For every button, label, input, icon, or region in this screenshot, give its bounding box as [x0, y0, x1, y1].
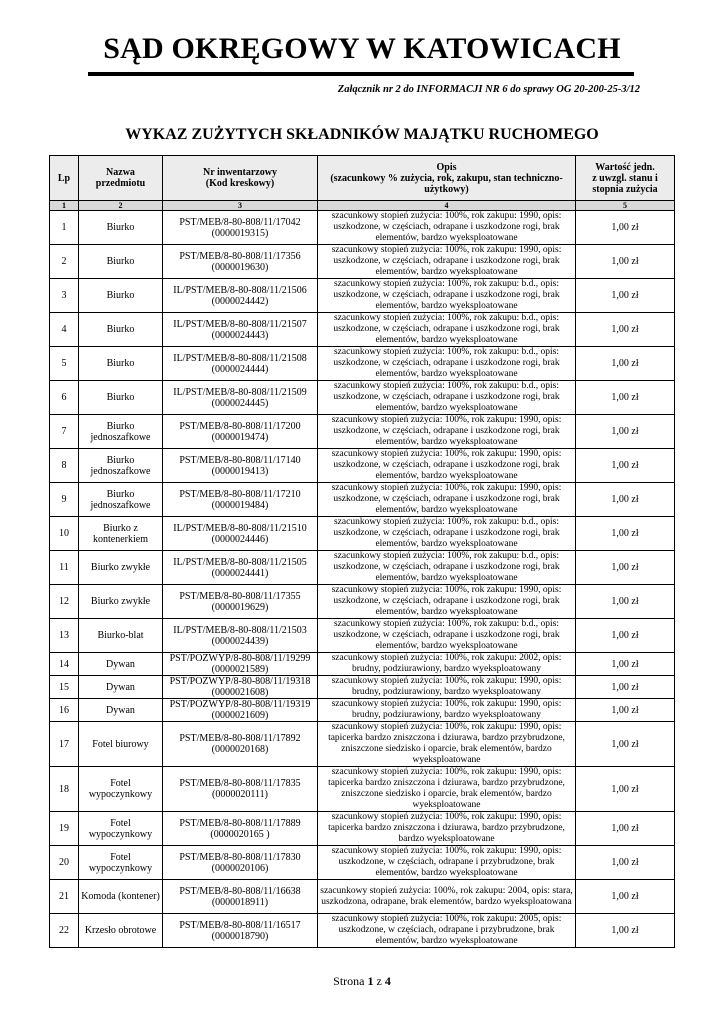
table-row [50, 245, 675, 279]
table-row [50, 767, 675, 812]
cell-value: 1,00 zł [576, 619, 675, 653]
table-row [50, 846, 675, 880]
cell-value: 1,00 zł [576, 914, 675, 948]
column-header-name: Nazwa przedmiotu [79, 156, 163, 201]
inventory-code: PST/MEB/8-80-808/11/17830 [179, 851, 301, 863]
column-number: 3 [163, 201, 318, 211]
barcode-number: (0000020165 ) [210, 828, 270, 840]
inventory-code: PST/MEB/8-80-808/11/17210 [179, 488, 301, 500]
column-number-row [50, 201, 675, 211]
barcode-number: (0000024446) [211, 533, 269, 545]
barcode-number: (0000020111) [212, 789, 268, 800]
cell-value: 1,00 zł [576, 381, 675, 415]
cell-description: szacunkowy stopień zużycia: 100%, rok zakupu: 1990, opis: uszkodzone, w częściach, odrapane i uszkodzone rogi, brak elementów, bardzo wyeksploatowane [318, 585, 576, 619]
inventory-code: PST/MEB/8-80-808/11/17200 [179, 420, 301, 432]
inventory-code: IL/PST/MEB/8-80-808/11/21506 [173, 284, 307, 296]
inventory-table [49, 155, 675, 948]
cell-lp: 6 [50, 381, 79, 415]
cell-inventory-number [163, 551, 318, 585]
cell-value: 1,00 zł [576, 415, 675, 449]
inventory-code: PST/MEB/8-80-808/11/16638 [179, 885, 301, 897]
cell-description: szacunkowy stopień zużycia: 100%, rok zakupu: b.d., opis: uszkodzone, w częściach, odrapane i uszkodzone rogi, brak elementów, bardzo wyeksploatowane [318, 347, 576, 381]
inventory-code: PST/MEB/8-80-808/11/16517 [179, 919, 301, 931]
barcode-number: (0000018790) [211, 930, 269, 942]
cell-item-name: Fotel wypoczynkowy [79, 767, 163, 812]
cell-description: szacunkowy stopień zużycia: 100%, rok zakupu: 1990, opis: tapicerka bardzo zniszczona i dziurawa, bardzo przybrudzone, bardzo wyeksploatowane [318, 812, 576, 846]
inventory-code: PST/MEB/8-80-808/11/17042 [179, 216, 301, 228]
table-row [50, 699, 675, 722]
cell-description: szacunkowy stopień zużycia: 100%, rok zakupu: 2004, opis: stara, uszkodzona, odrapane, brak elementów, bardzo wyeksploatowana [318, 880, 576, 914]
cell-inventory-number [163, 767, 318, 812]
barcode-number: (0000019630) [211, 261, 269, 273]
table-row [50, 676, 675, 699]
cell-value: 1,00 zł [576, 676, 675, 699]
barcode-number: (0000019474) [211, 431, 269, 443]
inventory-code: IL/PST/MEB/8-80-808/11/21507 [173, 318, 307, 330]
column-header-inventory: Nr inwentarzowy (Kod kreskowy) [163, 156, 318, 201]
barcode-number: (0000019629) [211, 601, 269, 613]
cell-description: szacunkowy stopień zużycia: 100%, rok zakupu: 1990, opis: tapicerka bardzo zniszczona i dziurawa, bardzo przybrudzone, zniszczone siedzisko i oparcie, brak elementów, bardzo wyeksploatowane [318, 767, 576, 812]
cell-description: szacunkowy stopień zużycia: 100%, rok zakupu: 1990, opis: uszkodzone, w częściach, odrapane i uszkodzone rogi, brak elementów, bardzo wyeksploatowane [318, 245, 576, 279]
cell-lp: 9 [50, 483, 79, 517]
table-row [50, 415, 675, 449]
cell-inventory-number [163, 914, 318, 948]
cell-lp: 19 [50, 812, 79, 846]
cell-description: szacunkowy stopień zużycia: 100%, rok zakupu: b.d., opis: uszkodzone, w częściach, odrapane i uszkodzone rogi, brak elementów, bardzo wyeksploatowane [318, 619, 576, 653]
cell-item-name: Fotel wypoczynkowy [79, 846, 163, 880]
cell-item-name: Biurko [79, 211, 163, 245]
cell-value: 1,00 zł [576, 653, 675, 676]
barcode-number: (0000021609) [211, 710, 269, 721]
inventory-code: IL/PST/MEB/8-80-808/11/21510 [173, 522, 307, 534]
table-row [50, 653, 675, 676]
cell-item-name: Biurko jednoszafkowe [79, 483, 163, 517]
cell-inventory-number [163, 211, 318, 245]
cell-value: 1,00 zł [576, 517, 675, 551]
cell-lp: 20 [50, 846, 79, 880]
cell-item-name: Biurko [79, 347, 163, 381]
inventory-code: IL/PST/MEB/8-80-808/11/21509 [173, 386, 307, 398]
cell-inventory-number [163, 619, 318, 653]
cell-inventory-number [163, 347, 318, 381]
column-number: 1 [50, 201, 79, 211]
cell-lp: 12 [50, 585, 79, 619]
cell-item-name: Biurko z kontenerkiem [79, 517, 163, 551]
table-row [50, 551, 675, 585]
barcode-number: (0000024442) [211, 295, 269, 307]
footer-page-sep: z [376, 974, 382, 988]
table-body [50, 211, 675, 948]
barcode-number: (0000024441) [211, 567, 269, 579]
page-title: SĄD OKRĘGOWY W KATOWICACH [103, 32, 621, 65]
cell-inventory-number [163, 846, 318, 880]
cell-description: szacunkowy stopień zużycia: 100%, rok zakupu: 1990, opis: uszkodzone, w częściach, odrapane i uszkodzone rogi, brak elementów, bardzo wyeksploatowane [318, 449, 576, 483]
cell-inventory-number [163, 517, 318, 551]
cell-lp: 14 [50, 653, 79, 676]
cell-item-name: Biurko zwykłe [79, 551, 163, 585]
barcode-number: (0000021589) [211, 664, 269, 675]
inventory-code: PST/POZWYP/8-80-808/11/19319 [169, 699, 311, 710]
cell-value: 1,00 zł [576, 211, 675, 245]
cell-item-name: Komoda (kontener) [79, 880, 163, 914]
cell-lp: 21 [50, 880, 79, 914]
cell-value: 1,00 zł [576, 483, 675, 517]
cell-description: szacunkowy stopień zużycia: 100%, rok zakupu: 1990, opis: uszkodzone, w częściach, odrapane i uszkodzone rogi, brak elementów, bardzo wyeksploatowane [318, 211, 576, 245]
cell-value: 1,00 zł [576, 313, 675, 347]
cell-value: 1,00 zł [576, 245, 675, 279]
table-row [50, 812, 675, 846]
barcode-number: (0000019413) [211, 465, 269, 477]
cell-value: 1,00 zł [576, 722, 675, 767]
cell-description: szacunkowy stopień zużycia: 100%, rok zakupu: 1990, opis: brudny, podziurawiony, bardzo wyeksploatowany [318, 699, 576, 722]
cell-item-name: Biurko jednoszafkowe [79, 415, 163, 449]
cell-lp: 11 [50, 551, 79, 585]
table-row [50, 347, 675, 381]
cell-lp: 7 [50, 415, 79, 449]
barcode-number: (0000019484) [211, 499, 269, 511]
cell-description: szacunkowy stopień zużycia: 100%, rok zakupu: 1990, opis: brudny, podziurawiony, bardzo wyeksploatowany [318, 676, 576, 699]
cell-inventory-number [163, 279, 318, 313]
barcode-number: (0000021608) [211, 687, 269, 698]
cell-inventory-number [163, 812, 318, 846]
cell-item-name: Dywan [79, 653, 163, 676]
cell-description: szacunkowy stopień zużycia: 100%, rok zakupu: b.d., opis: uszkodzone, w częściach, odrapane i uszkodzone rogi, brak elementów, bardzo wyeksploatowane [318, 551, 576, 585]
column-header-description: Opis (szacunkowy % zużycia, rok, zakupu, stan techniczno-użytkowy) [318, 156, 576, 201]
cell-lp: 8 [50, 449, 79, 483]
table-row [50, 517, 675, 551]
cell-item-name: Biurko [79, 313, 163, 347]
cell-description: szacunkowy stopień zużycia: 100%, rok zakupu: 1990, opis: uszkodzone, w częściach, odrapane i przybrudzone, brak elementów, bardzo wyeksploatowane [318, 846, 576, 880]
inventory-code: PST/MEB/8-80-808/11/17355 [179, 590, 301, 602]
table-row [50, 381, 675, 415]
cell-value: 1,00 zł [576, 551, 675, 585]
barcode-number: (0000024443) [211, 329, 269, 341]
inventory-code: PST/POZWYP/8-80-808/11/19318 [169, 676, 311, 687]
inventory-code: PST/MEB/8-80-808/11/17835 [179, 778, 301, 789]
column-number: 5 [576, 201, 675, 211]
column-number: 4 [318, 201, 576, 211]
cell-item-name: Biurko zwykłe [79, 585, 163, 619]
inventory-code: PST/MEB/8-80-808/11/17356 [179, 250, 301, 262]
barcode-number: (0000024444) [211, 363, 269, 375]
cell-value: 1,00 zł [576, 449, 675, 483]
inventory-code: PST/MEB/8-80-808/11/17892 [179, 733, 301, 744]
inventory-code: IL/PST/MEB/8-80-808/11/21503 [173, 624, 307, 636]
cell-inventory-number [163, 381, 318, 415]
cell-item-name: Dywan [79, 699, 163, 722]
barcode-number: (0000019315) [211, 227, 269, 239]
cell-inventory-number [163, 699, 318, 722]
cell-value: 1,00 zł [576, 846, 675, 880]
cell-inventory-number [163, 313, 318, 347]
cell-description: szacunkowy stopień zużycia: 100%, rok zakupu: b.d., opis: uszkodzone, w częściach, odrapane i uszkodzone rogi, brak elementów, bardzo wyeksploatowane [318, 381, 576, 415]
column-header-value: Wartość jedn. z uwzgl. stanu i stopnia zużycia [576, 156, 675, 201]
table-row [50, 279, 675, 313]
annex-reference: Załącznik nr 2 do INFORMACJI NR 6 do sprawy OG 20-200-25-3/12 [337, 84, 640, 95]
cell-inventory-number [163, 585, 318, 619]
barcode-number: (0000020168) [211, 744, 269, 755]
cell-item-name: Fotel wypoczynkowy [79, 812, 163, 846]
inventory-code: IL/PST/MEB/8-80-808/11/21508 [173, 352, 307, 364]
barcode-number: (0000024439) [211, 635, 269, 647]
cell-description: szacunkowy stopień zużycia: 100%, rok zakupu: 1990, opis: uszkodzone, w częściach, odrapane i uszkodzone rogi, brak elementów, bardzo wyeksploatowane [318, 483, 576, 517]
cell-lp: 10 [50, 517, 79, 551]
cell-value: 1,00 zł [576, 699, 675, 722]
cell-item-name: Krzesło obrotowe [79, 914, 163, 948]
cell-lp: 1 [50, 211, 79, 245]
table-row [50, 914, 675, 948]
column-number: 2 [79, 201, 163, 211]
inventory-code: PST/MEB/8-80-808/11/17140 [179, 454, 301, 466]
cell-description: szacunkowy stopień zużycia: 100%, rok zakupu: b.d., opis: uszkodzone, w częściach, odrapane i uszkodzone rogi, brak elementów, bardzo wyeksploatowane [318, 313, 576, 347]
cell-inventory-number [163, 676, 318, 699]
cell-inventory-number [163, 449, 318, 483]
table-header-row [50, 156, 675, 201]
cell-description: szacunkowy stopień zużycia: 100%, rok zakupu: 2002, opis: brudny, podziurawiony, bardzo wyeksploatowany [318, 653, 576, 676]
cell-value: 1,00 zł [576, 812, 675, 846]
cell-description: szacunkowy stopień zużycia: 100%, rok zakupu: 1990, opis: tapicerka bardzo zniszczona i dziurawa, bardzo przybrudzone, zniszczone siedzisko i oparcie, brak elementów, bardzo wyeksploatowane [318, 722, 576, 767]
cell-description: szacunkowy stopień zużycia: 100%, rok zakupu: b.d., opis: uszkodzone, w częściach, odrapane i uszkodzone rogi, brak elementów, bardzo wyeksploatowane [318, 279, 576, 313]
cell-item-name: Fotel biurowy [79, 722, 163, 767]
footer-page-total: 4 [384, 974, 391, 988]
cell-lp: 5 [50, 347, 79, 381]
cell-inventory-number [163, 880, 318, 914]
inventory-code: IL/PST/MEB/8-80-808/11/21505 [173, 556, 307, 568]
title-underline [88, 72, 634, 76]
cell-lp: 3 [50, 279, 79, 313]
cell-value: 1,00 zł [576, 347, 675, 381]
cell-lp: 2 [50, 245, 79, 279]
column-header-lp: Lp [50, 156, 79, 201]
table-row [50, 619, 675, 653]
table-row [50, 211, 675, 245]
cell-description: szacunkowy stopień zużycia: 100%, rok zakupu: 1990, opis: uszkodzone, w częściach, odrapane i uszkodzone rogi, brak elementów, bardzo wyeksploatowane [318, 415, 576, 449]
table-row [50, 313, 675, 347]
inventory-code: PST/MEB/8-80-808/11/17889 [179, 817, 301, 829]
cell-item-name: Biurko jednoszafkowe [79, 449, 163, 483]
cell-value: 1,00 zł [576, 279, 675, 313]
table-row [50, 880, 675, 914]
table-row [50, 483, 675, 517]
cell-item-name: Biurko [79, 245, 163, 279]
cell-value: 1,00 zł [576, 585, 675, 619]
cell-inventory-number [163, 722, 318, 767]
cell-item-name: Biurko [79, 279, 163, 313]
cell-description: szacunkowy stopień zużycia: 100%, rok zakupu: b.d., opis: uszkodzone, w częściach, odrapane i uszkodzone rogi, brak elementów, bardzo wyeksploatowane [318, 517, 576, 551]
cell-item-name: Dywan [79, 676, 163, 699]
table-row [50, 585, 675, 619]
table-row [50, 449, 675, 483]
cell-value: 1,00 zł [576, 880, 675, 914]
barcode-number: (0000020106) [211, 862, 269, 874]
cell-description: szacunkowy stopień zużycia: 100%, rok zakupu: 2005, opis: uszkodzone, w częściach, odrapane i przybrudzone, brak elementów, bardzo wyeksploatowane [318, 914, 576, 948]
cell-inventory-number [163, 653, 318, 676]
inventory-code: PST/POZWYP/8-80-808/11/19299 [169, 653, 311, 664]
cell-inventory-number [163, 245, 318, 279]
footer-page-label: Strona [333, 974, 365, 988]
cell-lp: 17 [50, 722, 79, 767]
cell-inventory-number [163, 483, 318, 517]
cell-lp: 16 [50, 699, 79, 722]
cell-item-name: Biurko-blat [79, 619, 163, 653]
cell-lp: 18 [50, 767, 79, 812]
cell-inventory-number [163, 415, 318, 449]
table-row [50, 722, 675, 767]
cell-lp: 13 [50, 619, 79, 653]
barcode-number: (0000024445) [211, 397, 269, 409]
cell-lp: 4 [50, 313, 79, 347]
document-subtitle: WYKAZ ZUŻYTYCH SKŁADNIKÓW MAJĄTKU RUCHOMEGO [125, 126, 599, 143]
cell-lp: 22 [50, 914, 79, 948]
cell-value: 1,00 zł [576, 767, 675, 812]
page-footer [0, 974, 724, 989]
cell-lp: 15 [50, 676, 79, 699]
footer-page-number: 1 [367, 974, 374, 988]
barcode-number: (0000018911) [211, 896, 269, 908]
cell-item-name: Biurko [79, 381, 163, 415]
